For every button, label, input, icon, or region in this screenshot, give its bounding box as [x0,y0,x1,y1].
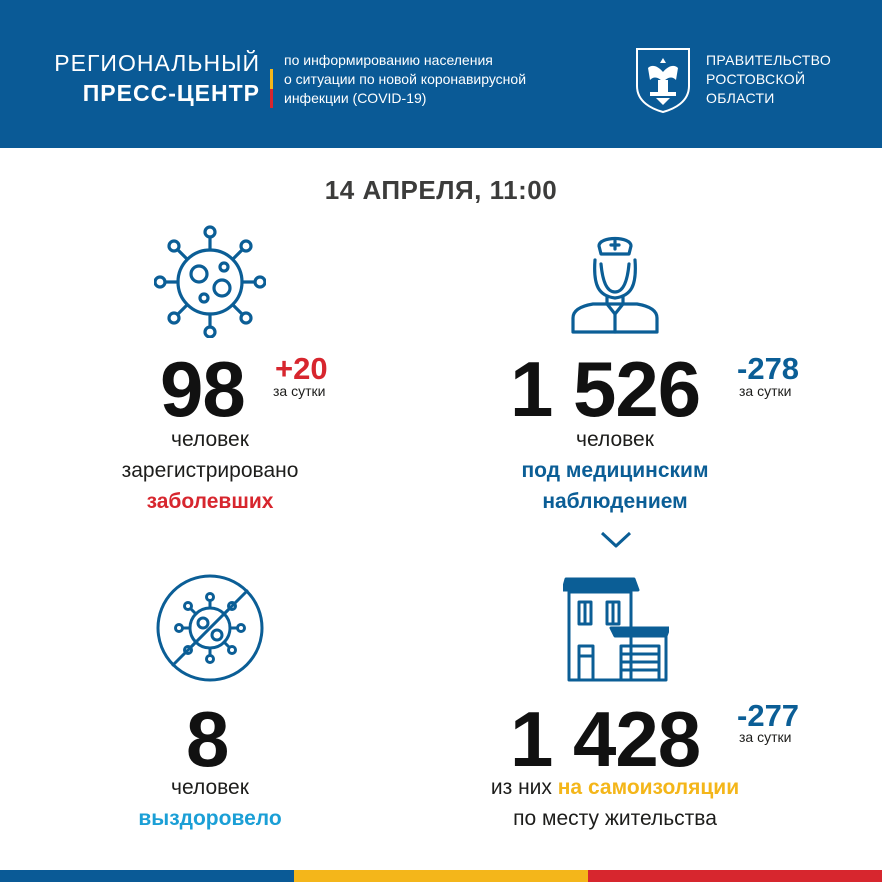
isolation-caption [440,772,790,834]
government-name [706,51,866,108]
observation-delta: -278 [737,351,800,386]
gov-line-1: ПРАВИТЕЛЬСТВО [706,52,832,68]
observation-caption-line-1: человек [576,428,654,451]
header-description [284,51,604,108]
infected-delta: +20 [275,351,328,386]
report-date: 14 АПРЕЛЯ, 11:00 [324,175,558,205]
observation-caption-highlight-2: наблюдением [542,490,688,513]
house-icon [563,576,669,682]
chevron-down-icon [599,530,633,550]
infected-caption-line-1: человек [171,428,249,451]
nurse-icon [569,230,661,334]
desc-line-2: о ситуации по новой коронавирусной [284,71,527,87]
observation-per-day: за сутки [739,383,792,399]
isolation-caption-line-1 [440,772,790,803]
isolation-count: 1 428 [510,695,701,783]
observation-count: 1 526 [510,345,701,433]
brand-line-2: ПРЕСС-ЦЕНТР [82,80,260,106]
desc-line-3: инфекции (COVID-19) [284,90,427,106]
header-banner [0,0,882,148]
brand-line-1: РЕГИОНАЛЬНЫЙ [54,50,260,76]
observation-caption [485,424,745,517]
observation-caption-highlight-1: под медицинским [521,459,709,482]
infected-caption-highlight: заболевших [146,490,274,513]
coat-of-arms-icon [634,46,692,114]
virus-icon [154,224,266,338]
infected-caption-line-2: зарегистрировано [121,459,299,482]
isolation-caption-prefix: из них [490,776,552,799]
isolation-per-day: за сутки [739,729,792,745]
virus-crossed-icon [155,573,265,683]
gov-line-3: ОБЛАСТИ [706,90,775,106]
infected-caption [80,424,340,517]
infected-per-day: за сутки [273,383,326,399]
desc-line-1: по информированию населения [284,52,493,68]
infected-count: 98 [160,345,245,433]
isolation-caption-highlight: на самоизоляции [557,776,740,799]
recovered-count: 8 [186,695,229,783]
bottom-color-bar [0,870,882,882]
gov-line-2: РОСТОВСКОЙ [706,71,806,87]
recovered-caption [80,772,340,834]
isolation-delta: -277 [737,698,800,733]
recovered-caption-highlight: выздоровело [138,807,282,830]
isolation-caption-line-2: по месту жительства [513,807,717,830]
flag-divider [270,50,273,108]
recovered-caption-line-1: человек [171,776,249,799]
